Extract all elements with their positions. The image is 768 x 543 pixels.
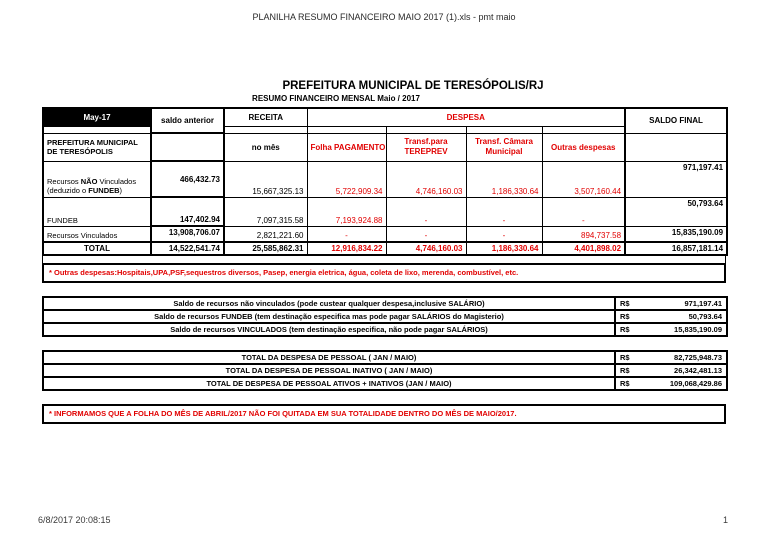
cell-receita: 25,585,862.31 bbox=[224, 242, 307, 255]
currency-symbol: R$ bbox=[620, 353, 630, 362]
label-part: ) bbox=[119, 186, 123, 196]
cell-camara: 1,186,330.64 bbox=[466, 161, 542, 197]
tereprev-line2: TEREPREV bbox=[404, 147, 448, 156]
header-outras-despesas: Outras despesas bbox=[542, 133, 625, 161]
label-part: Vinculados bbox=[97, 176, 137, 186]
table-row bbox=[43, 161, 727, 197]
spacer-cell bbox=[43, 126, 151, 133]
cell-outras: 3,507,160.44 bbox=[542, 161, 625, 197]
cell-saldo-final: 50,793.64 bbox=[625, 197, 727, 226]
label-part: Recursos bbox=[47, 176, 81, 186]
saldo-row-amount bbox=[615, 297, 727, 310]
table-row bbox=[43, 310, 727, 323]
cell-tereprev: 4,746,160.03 bbox=[386, 242, 466, 255]
empty-cell bbox=[151, 133, 224, 161]
cell-camara: - bbox=[466, 197, 542, 226]
row-label-vinculados: Recursos Vinculados bbox=[43, 226, 151, 242]
header-folha-pagamento: Folha PAGAMENTO bbox=[307, 133, 386, 161]
cell-folha: - bbox=[307, 226, 386, 242]
pessoal-row-label: TOTAL DA DESPESA DE PESSOAL ( JAN / MAIO) bbox=[43, 351, 615, 364]
currency-symbol: R$ bbox=[620, 379, 630, 388]
header-transf-tereprev bbox=[386, 133, 466, 161]
cell-saldo-anterior: 147,402.94 bbox=[151, 197, 224, 226]
amount-value: 15,835,190.09 bbox=[674, 325, 722, 334]
table-row bbox=[43, 197, 727, 226]
footer-datetime: 6/8/2017 20:08:15 bbox=[38, 515, 111, 525]
note-folha-abril: * INFORMAMOS QUE A FOLHA DO MÊS DE ABRIL/2017 NÃO FOI QUITADA EM SUA TOTALIDADE DENTRO DO MÊS DE MAIO/2017. bbox=[42, 404, 726, 424]
amount-value: 50,793.64 bbox=[688, 312, 722, 321]
amount-value: 82,725,948.73 bbox=[674, 353, 722, 362]
pessoal-row-amount bbox=[615, 377, 727, 390]
table-row bbox=[43, 226, 727, 242]
page-subtitle: RESUMO FINANCEIRO MENSAL Maio / 2017 bbox=[252, 94, 420, 103]
cell-folha: 5,722,909.34 bbox=[307, 161, 386, 197]
table-row bbox=[43, 351, 727, 364]
header-receita: RECEITA bbox=[224, 108, 307, 126]
saldo-row-label: Saldo de recursos FUNDEB (tem destinação especifica mas pode pagar SALÁRIOS do Magisterio) bbox=[43, 310, 615, 323]
cell-saldo-anterior: 13,908,706.07 bbox=[151, 226, 224, 242]
camara-line1: Transf. Câmara bbox=[475, 137, 533, 146]
spacer-cell bbox=[466, 126, 542, 133]
currency-symbol: R$ bbox=[620, 312, 630, 321]
amount-value: 109,068,429.86 bbox=[669, 379, 722, 388]
table-row bbox=[43, 323, 727, 336]
label-part: (deduzido o bbox=[47, 186, 89, 196]
despesa-pessoal-table bbox=[42, 350, 728, 391]
saldo-recursos-table bbox=[42, 296, 728, 337]
cell-saldo-final: 16,857,181.14 bbox=[625, 242, 727, 255]
spacer-cell bbox=[542, 126, 625, 133]
cell-tereprev: - bbox=[386, 197, 466, 226]
cell-saldo-final: 15,835,190.09 bbox=[625, 226, 727, 242]
header-no-mes: no mês bbox=[224, 133, 307, 161]
currency-symbol: R$ bbox=[620, 366, 630, 375]
entity-line2: DE TERESÓPOLIS bbox=[47, 147, 113, 156]
financial-summary-table bbox=[42, 107, 728, 256]
cell-receita: 15,667,325.13 bbox=[224, 161, 307, 197]
label-part: FUNDEB bbox=[88, 186, 120, 196]
note-outras-despesas: * Outras despesas:Hospitais,UPA,PSF,sequestros diversos, Pasep, energia eletrica, água, coleta de lixo, merenda, combustível, etc. bbox=[42, 263, 726, 283]
amount-value: 971,197.41 bbox=[684, 299, 722, 308]
spacer-cell bbox=[224, 126, 307, 133]
spreadsheet-page bbox=[42, 80, 726, 424]
row-label-nao-vinculados bbox=[43, 161, 151, 197]
spacer-strip bbox=[42, 256, 726, 263]
table-row bbox=[43, 364, 727, 377]
cell-receita: 7,097,315.58 bbox=[224, 197, 307, 226]
cell-saldo-anterior: 466,432.73 bbox=[151, 161, 224, 197]
pessoal-row-amount bbox=[615, 364, 727, 377]
saldo-row-label: Saldo de recursos VINCULADOS (tem destinação especifica, não pode pagar SALÁRIOS) bbox=[43, 323, 615, 336]
saldo-row-label: Saldo de recursos não vinculados (pode custear qualquer despesa,inclusive SALÁRIO) bbox=[43, 297, 615, 310]
cell-camara: - bbox=[466, 226, 542, 242]
table-row bbox=[43, 377, 727, 390]
row-label-total: TOTAL bbox=[43, 242, 151, 255]
cell-camara: 1,186,330.64 bbox=[466, 242, 542, 255]
table-row bbox=[43, 297, 727, 310]
cell-outras: 4,401,898.02 bbox=[542, 242, 625, 255]
empty-cell bbox=[625, 133, 727, 161]
pessoal-row-label: TOTAL DE DESPESA DE PESSOAL ATIVOS + INATIVOS (JAN / MAIO) bbox=[43, 377, 615, 390]
tereprev-line1: Transf.para bbox=[404, 137, 448, 146]
pessoal-row-label: TOTAL DA DESPESA DE PESSOAL INATIVO ( JAN / MAIO) bbox=[43, 364, 615, 377]
cell-saldo-anterior: 14,522,541.74 bbox=[151, 242, 224, 255]
print-header-filename: PLANILHA RESUMO FINANCEIRO MAIO 2017 (1).xls - pmt maio bbox=[252, 12, 516, 22]
cell-tereprev: 4,746,160.03 bbox=[386, 161, 466, 197]
currency-symbol: R$ bbox=[620, 299, 630, 308]
cell-tereprev: - bbox=[386, 226, 466, 242]
header-saldo-final: SALDO FINAL bbox=[625, 108, 727, 133]
cell-folha: 12,916,834.22 bbox=[307, 242, 386, 255]
spacer-cell bbox=[386, 126, 466, 133]
row-label-fundeb: FUNDEB bbox=[43, 197, 151, 226]
currency-symbol: R$ bbox=[620, 325, 630, 334]
header-despesa: DESPESA bbox=[307, 108, 625, 126]
label-part: NÃO bbox=[80, 176, 98, 186]
entity-line1: PREFEITURA MUNICIPAL bbox=[47, 137, 138, 147]
header-saldo-anterior: saldo anterior bbox=[151, 108, 224, 133]
page-title: PREFEITURA MUNICIPAL DE TERESÓPOLIS/RJ bbox=[282, 80, 544, 92]
cell-saldo-final: 971,197.41 bbox=[625, 161, 727, 197]
spacer-cell bbox=[307, 126, 386, 133]
cell-receita: 2,821,221.60 bbox=[224, 226, 307, 242]
saldo-row-amount bbox=[615, 310, 727, 323]
table-row-total bbox=[43, 242, 727, 255]
cell-outras: - bbox=[542, 197, 625, 226]
saldo-row-amount bbox=[615, 323, 727, 336]
entity-name-cell bbox=[43, 133, 151, 161]
amount-value: 26,342,481.13 bbox=[674, 366, 722, 375]
header-transf-camara bbox=[466, 133, 542, 161]
corner-month-cell: May-17 bbox=[43, 108, 151, 126]
camara-line2: Municipal bbox=[485, 147, 523, 156]
cell-outras: 894,737.58 bbox=[542, 226, 625, 242]
cell-folha: 7,193,924.88 bbox=[307, 197, 386, 226]
footer-page-number: 1 bbox=[722, 515, 728, 525]
pessoal-row-amount bbox=[615, 351, 727, 364]
